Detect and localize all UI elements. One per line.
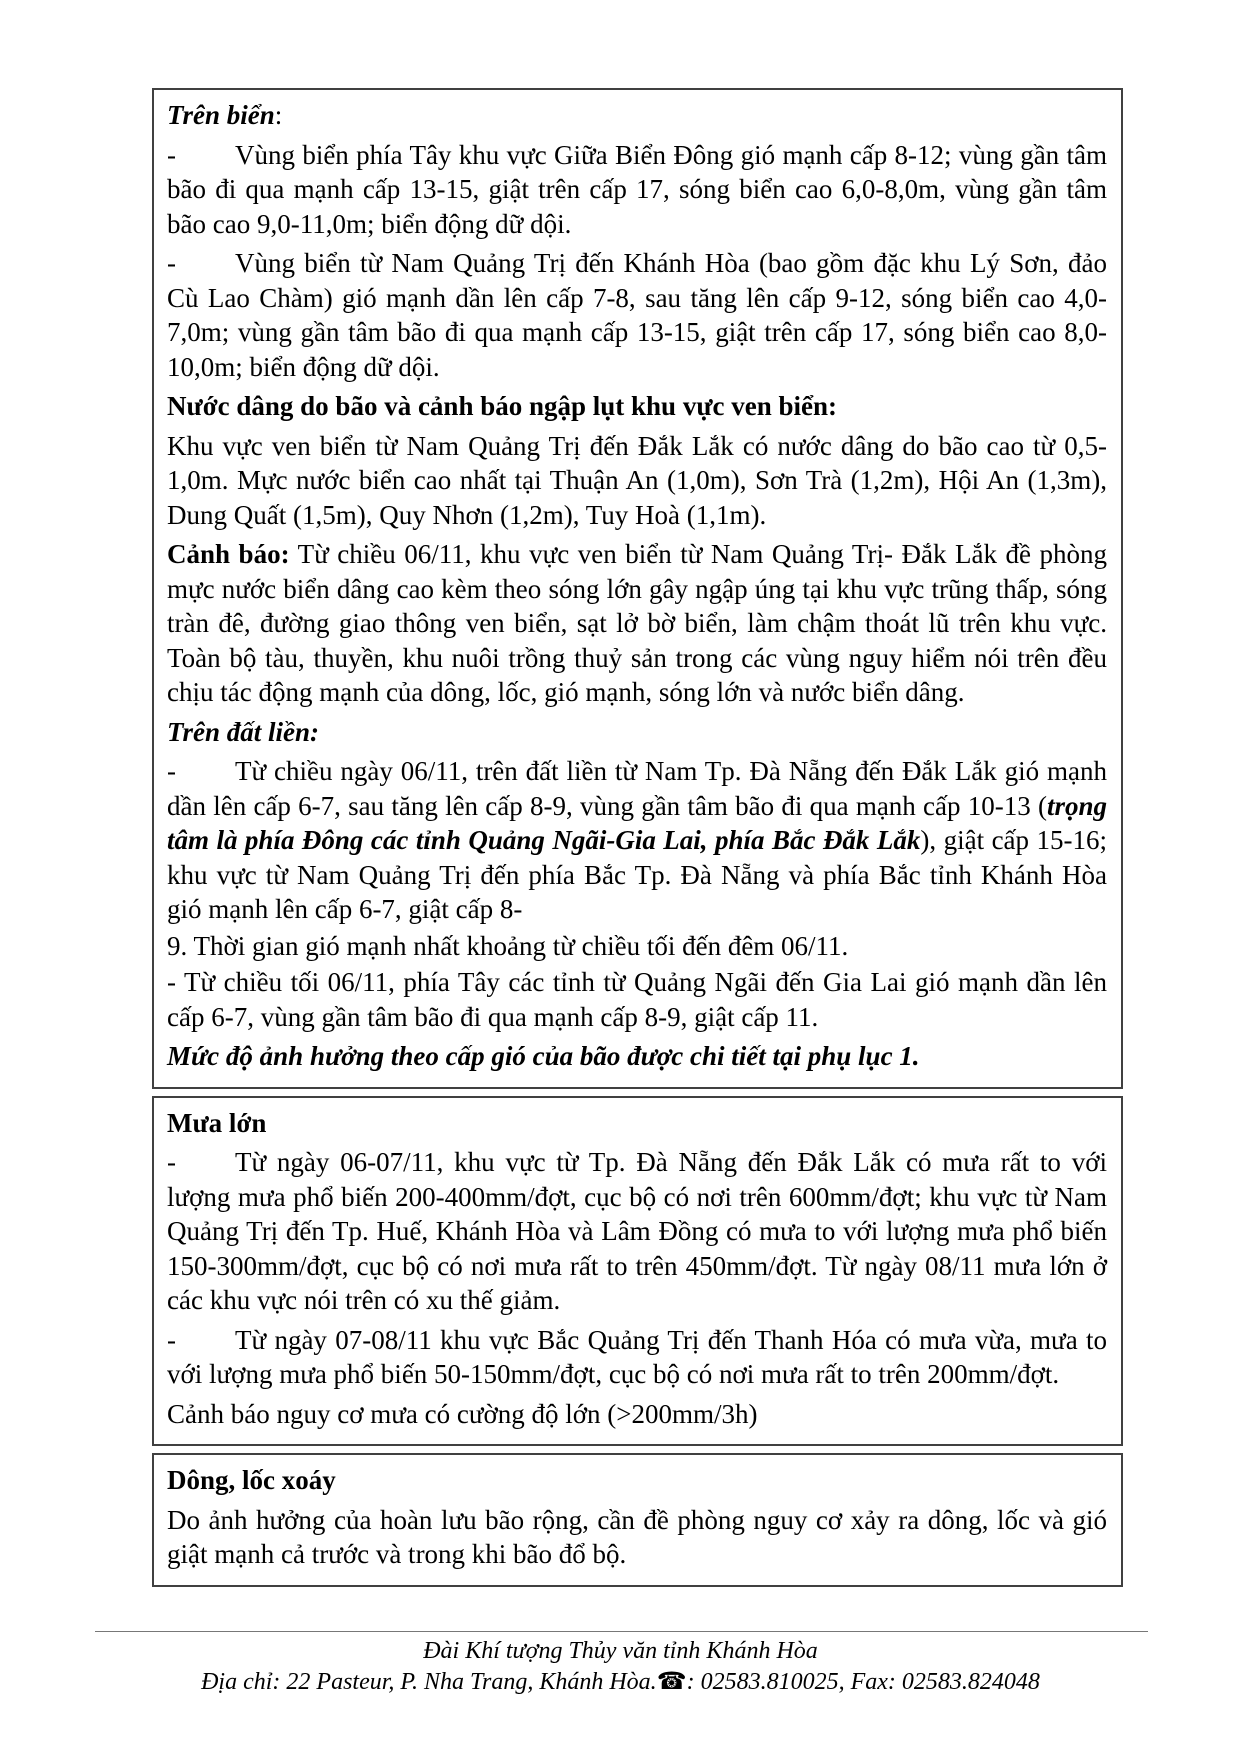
footer-phone: : 02583.810025, Fax: 02583.824048: [686, 1669, 1040, 1695]
sea-heading: [167, 98, 1107, 133]
sea-bullet-1: [167, 138, 1107, 242]
land-bullet-1: [167, 754, 1107, 927]
rain-bullet-1-text: Từ ngày 06-07/11, khu vực từ Tp. Đà Nẵng đến Đắk Lắk có mưa rất to với lượng mưa phổ biến 200-400mm/đợt, cục bộ có nơi trên 600mm/đợt; khu vực từ Nam Quảng Trị đến Tp. Huế, Khánh Hòa và Lâm Đồng có mưa to với lượng mưa phổ biến 150-300mm/đợt, cục bộ có nơi mưa rất to trên 450mm/đợt. Từ ngày 08/11 mưa lớn ở các khu vực nói trên có xu thế giảm.: [167, 1147, 1107, 1315]
land-bullet-1-post: ), giật cấp 15-16; khu vực từ Nam Quảng Trị đến phía Bắc Tp. Đà Nẵng và phía Bắc tỉnh Khánh Hòa gió mạnh lên cấp 6-7, giật cấp 8-: [167, 825, 1107, 924]
land-bullet-2: - Từ chiều tối 06/11, phía Tây các tỉnh từ Quảng Ngãi đến Gia Lai gió mạnh dần lên cấp 6-7, vùng gần tâm bão đi qua mạnh cấp 8-9, giật cấp 11.: [167, 967, 1107, 1032]
sea-bullet-2-text: Vùng biển từ Nam Quảng Trị đến Khánh Hòa (bao gồm đặc khu Lý Sơn, đảo Cù Lao Chàm) gió mạnh dần lên cấp 7-8, sau tăng lên cấp 9-12, sóng biển cao 4,0-7,0m; vùng gần tâm bão đi qua mạnh cấp 13-15, giật trên cấp 17, sóng biển cao 8,0-10,0m; biển động dữ dội.: [167, 248, 1107, 382]
footer-contact: [0, 1667, 1241, 1698]
land-heading: Trên đất liền:: [167, 716, 319, 747]
bullet-dash: -: [167, 756, 176, 786]
rain-heading: Mưa lớn: [167, 1107, 267, 1138]
rain-bullet-2: [167, 1323, 1107, 1392]
rain-warning: Cảnh báo nguy cơ mưa có cường độ lớn (>200mm/3h): [167, 1398, 758, 1429]
thunder-body: Do ảnh hưởng của hoàn lưu bão rộng, cần đề phòng nguy cơ xảy ra dông, lốc và gió giật mạnh cả trước và trong khi bão đổ bộ.: [167, 1504, 1107, 1569]
land-bullet-1-emphasis: trọng tâm là phía Đông các tỉnh Quảng Ngãi-Gia Lai, phía Bắc Đắk Lắk: [167, 790, 1107, 855]
surge-body: Khu vực ven biển từ Nam Quảng Trị đến Đắk Lắk có nước dâng do bão cao từ 0,5-1,0m. Mực nước biển cao nhất tại Thuận An (1,0m), Sơn Trà (1,2m), Hội An (1,3m), Dung Quất (1,5m), Quy Nhơn (1,2m), Tuy Hoà (1,1m).: [167, 430, 1107, 530]
telephone-icon: ☎: [656, 1669, 687, 1695]
surge-warning-text: Từ chiều 06/11, khu vực ven biển từ Nam Quảng Trị- Đắk Lắk đề phòng mực nước biển dâng cao kèm theo sóng lớn gây ngập úng tại khu vực trũng thấp, sóng tràn đê, đường giao thông ven biển, sạt lở bờ biển, làm chậm thoát lũ trên khu vực. Toàn bộ tàu, thuyền, khu nuôi trồng thuỷ sản trong các vùng nguy hiểm nói trên đều chịu tác động mạnh của dông, lốc, gió mạnh, sóng lớn và nước biển dâng.: [167, 539, 1108, 707]
footer-divider: [95, 1631, 1148, 1632]
bullet-dash: -: [167, 139, 176, 170]
rain-bullet-1: [167, 1145, 1107, 1318]
bullet-dash: -: [167, 1147, 176, 1177]
page-footer: [0, 1636, 1241, 1698]
sea-bullet-1-text: Vùng biển phía Tây khu vực Giữa Biển Đông gió mạnh cấp 8-12; vùng gần tâm bão đi qua mạnh cấp 13-15, giật trên cấp 17, sóng biển cao 6,0-8,0m, vùng gần tâm bão cao 9,0-11,0m; biển động dữ dội.: [167, 139, 1107, 239]
thunder-heading: Dông, lốc xoáy: [167, 1465, 336, 1495]
section-thunderstorm: [152, 1453, 1123, 1587]
section-wind-effects: [152, 88, 1123, 1089]
surge-heading: Nước dâng do bão và cảnh báo ngập lụt khu vực ven biển:: [167, 391, 838, 421]
surge-warning: [167, 537, 1107, 710]
sea-heading-colon: :: [274, 100, 283, 130]
sea-bullet-2: [167, 246, 1107, 384]
rain-bullet-2-text: Từ ngày 07-08/11 khu vực Bắc Quảng Trị đến Thanh Hóa có mưa vừa, mưa to với lượng mưa phổ biến 50-150mm/đợt, cục bộ có nơi mưa rất to trên 200mm/đợt.: [167, 1324, 1107, 1389]
bullet-dash: -: [167, 1324, 176, 1355]
section-heavy-rain: [152, 1096, 1123, 1447]
sea-heading-text: Trên biển: [167, 100, 275, 130]
bulletin-body: [152, 88, 1123, 1594]
footer-address: Địa chỉ: 22 Pasteur, P. Nha Trang, Khánh Hòa.: [201, 1669, 657, 1695]
surge-warning-label: Cảnh báo:: [167, 539, 290, 569]
footer-organization: Đài Khí tượng Thủy văn tỉnh Khánh Hòa: [423, 1638, 818, 1664]
land-bullet-1-pre: Từ chiều ngày 06/11, trên đất liền từ Nam Tp. Đà Nẵng đến Đắk Lắk gió mạnh dần lên cấp 6-7, sau tăng lên cấp 8-9, vùng gần tâm bão đi qua mạnh cấp 10-13 (: [167, 756, 1107, 821]
land-note: Mức độ ảnh hưởng theo cấp gió của bão được chi tiết tại phụ lục 1.: [167, 1041, 920, 1071]
land-line-9: 9. Thời gian gió mạnh nhất khoảng từ chiều tối đến đêm 06/11.: [167, 930, 849, 961]
bullet-dash: -: [167, 248, 176, 278]
